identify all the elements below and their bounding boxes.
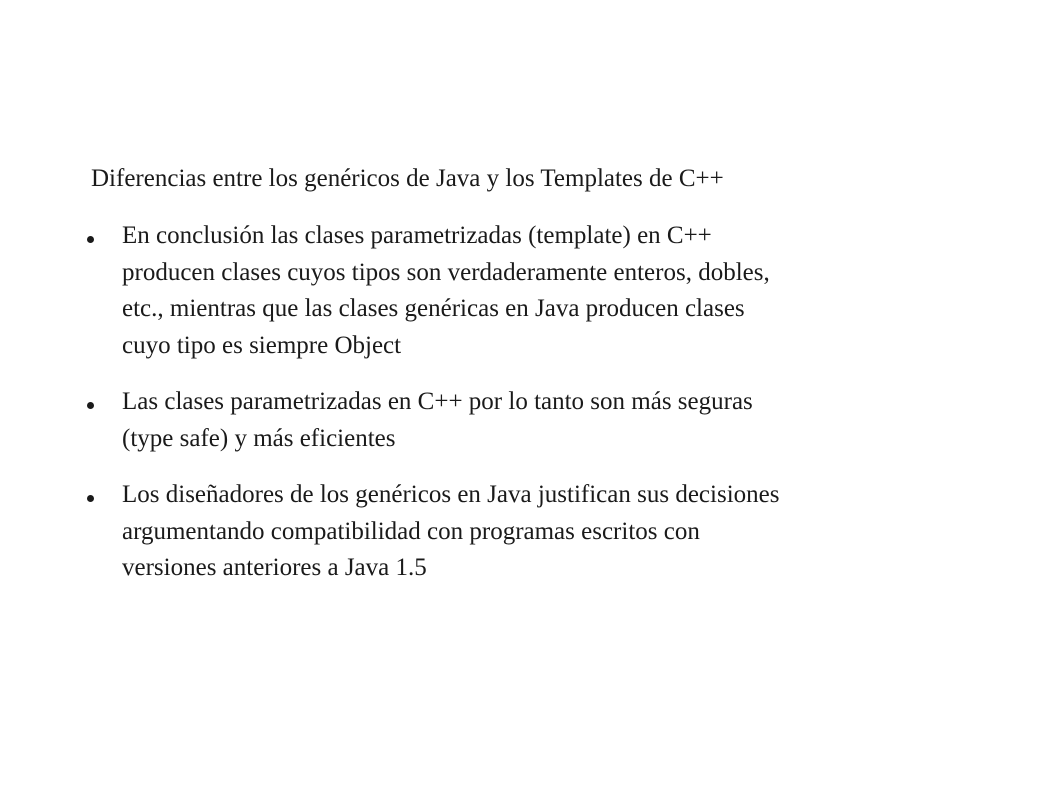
bullet-item bbox=[87, 477, 977, 587]
bullet-icon bbox=[87, 236, 94, 243]
bullet-icon bbox=[87, 402, 94, 409]
bullet-item bbox=[87, 218, 977, 364]
bullet-line: Las clases parametrizadas en C++ por lo tanto son más seguras bbox=[122, 388, 753, 415]
slide-title: Diferencias entre los genéricos de Java y los Templates de C++ bbox=[91, 165, 724, 192]
bullet-line: (type safe) y más eficientes bbox=[122, 424, 396, 452]
bullet-item bbox=[87, 384, 977, 457]
bullet-line: etc., mientras que las clases genéricas en Java producen clases bbox=[122, 295, 745, 322]
bullet-list bbox=[87, 218, 977, 607]
bullet-line: Los diseñadores de los genéricos en Java justifican sus decisiones bbox=[122, 481, 780, 508]
bullet-line: producen clases cuyos tipos son verdaderamente enteros, dobles, bbox=[122, 258, 770, 286]
bullet-icon bbox=[87, 495, 94, 502]
bullet-line: versiones anteriores a Java 1.5 bbox=[122, 554, 427, 581]
bullet-line: En conclusión las clases parametrizadas (template) en C++ bbox=[122, 222, 712, 249]
bullet-line: cuyo tipo es siempre Object bbox=[122, 331, 402, 359]
bullet-line: argumentando compatibilidad con programas escritos con bbox=[122, 517, 700, 545]
